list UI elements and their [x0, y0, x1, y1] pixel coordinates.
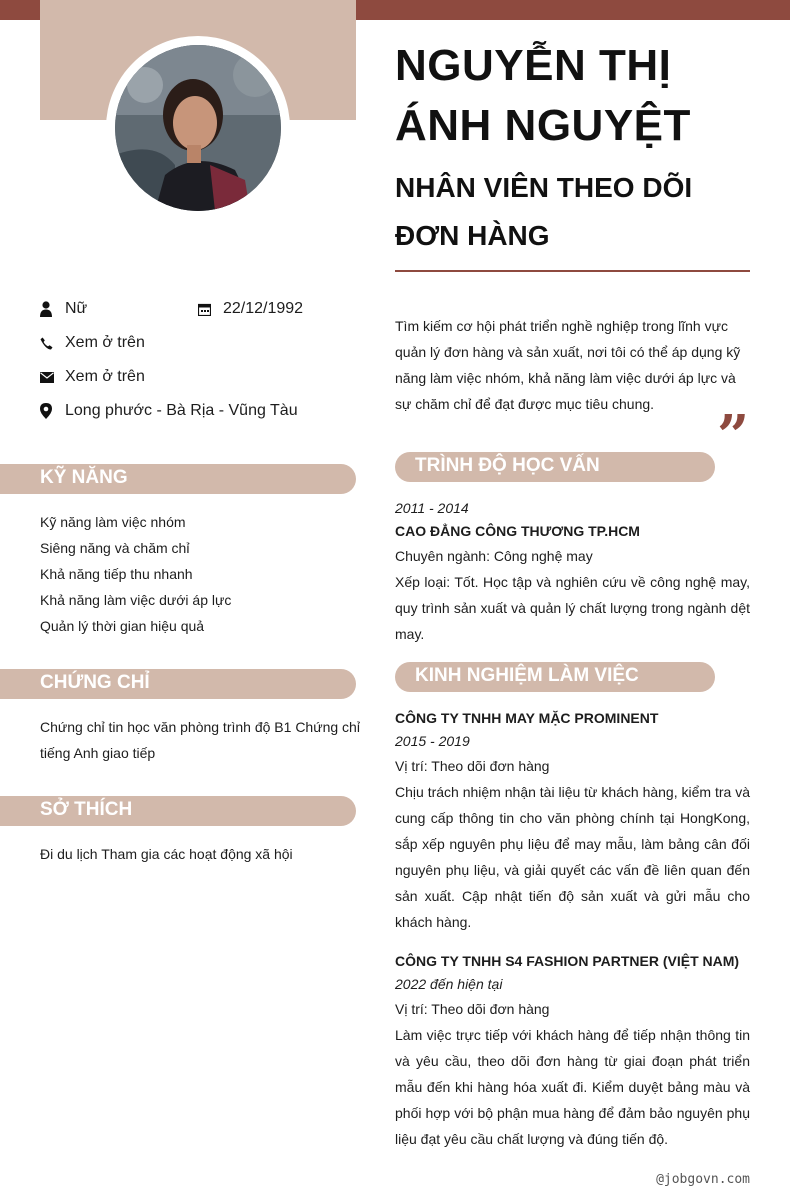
- job-period: 2015 - 2019: [395, 733, 470, 749]
- education-section-title: TRÌNH ĐỘ HỌC VẤN: [415, 455, 600, 476]
- phone-row: [40, 330, 145, 356]
- job-description: Làm việc trực tiếp với khách hàng để tiếp nhận thông tin và yêu cầu, theo dõi đơn hàng từ giai đoạn phát triển mẫu đến khi hàng hóa xuất đi. Kiểm duyệt bảng màu và phối hợp với bộ phận mua hàng để đảm bảo nguyên phụ liệu đạt yêu cầu chất lượng và đúng tiến độ.: [395, 1027, 750, 1147]
- education-period: 2011 - 2014: [395, 500, 469, 516]
- education-school: CAO ĐẲNG CÔNG THƯƠNG TP.HCM: [395, 523, 640, 539]
- career-objective: Tìm kiếm cơ hội phát triển nghề nghiệp trong lĩnh vực quản lý đơn hàng và sản xuất, nơi tôi có thể áp dụng kỹ năng làm việc nhóm, khả năng làm việc dưới áp lực và sự chăm chỉ để đạt được mục tiêu chung.: [395, 318, 741, 412]
- job-company: CÔNG TY TNHH MAY MẶC PROMINENT: [395, 710, 659, 726]
- header-divider: [395, 270, 750, 272]
- map-pin-icon: [40, 403, 65, 419]
- skills-section-title: KỸ NĂNG: [40, 467, 128, 488]
- list-item: Quản lý thời gian hiệu quả: [40, 618, 205, 634]
- job-company: CÔNG TY TNHH S4 FASHION PARTNER (VIỆT NAM): [395, 953, 740, 969]
- job-period: 2022 đến hiện tại: [395, 976, 503, 992]
- job-position: Vị trí: Theo dõi đơn hàng: [395, 1001, 550, 1017]
- birth-date-row: [198, 296, 303, 322]
- experience-section-title: KINH NGHIỆM LÀM VIỆC: [415, 665, 639, 686]
- job-position: Vị trí: Theo dõi đơn hàng: [395, 758, 550, 774]
- education-major: Chuyên ngành: Công nghệ may: [395, 548, 593, 564]
- skills-list: [40, 509, 356, 639]
- list-item: Kỹ năng làm việc nhóm: [40, 514, 186, 530]
- calendar-icon: [198, 303, 223, 316]
- list-item: Siêng năng và chăm chỉ: [40, 540, 190, 556]
- email-value: Xem ở trên: [65, 368, 145, 385]
- phone-icon: [40, 337, 65, 350]
- hobbies-section-title: SỞ THÍCH: [40, 799, 133, 820]
- phone-value: Xem ở trên: [65, 334, 145, 351]
- quote-icon: ”: [717, 403, 750, 469]
- gender-value: Nữ: [65, 300, 88, 317]
- birth-date-value: 22/12/1992: [223, 300, 304, 317]
- list-item: Khả năng tiếp thu nhanh: [40, 566, 193, 582]
- list-item: Khả năng làm việc dưới áp lực: [40, 592, 232, 608]
- certificates-text: Chứng chỉ tin học văn phòng trình độ B1 Chứng chỉ tiếng Anh giao tiếp: [40, 719, 360, 761]
- gender-row: [40, 296, 87, 322]
- certificates-section-title: CHỨNG CHỈ: [40, 672, 150, 693]
- user-icon: [40, 301, 65, 317]
- email-row: [40, 364, 145, 390]
- candidate-name: NGUYỄN THỊ ÁNH NGUYỆT: [395, 41, 691, 150]
- job-title: NHÂN VIÊN THEO DÕI ĐƠN HÀNG: [395, 172, 693, 251]
- education-detail: Xếp loại: Tốt. Học tập và nghiên cứu về công nghệ may, quy trình sản xuất và quản lý chất lượng trong ngành dệt may.: [395, 574, 750, 642]
- address-value: Long phước - Bà Rịa - Vũng Tàu: [65, 402, 298, 419]
- hobbies-text: Đi du lịch Tham gia các hoạt động xã hội: [40, 846, 293, 862]
- address-row: [40, 398, 298, 424]
- avatar: [115, 45, 281, 211]
- footer-watermark: @jobgovn.com: [656, 1172, 750, 1187]
- envelope-icon: [40, 372, 65, 383]
- job-description: Chịu trách nhiệm nhận tài liệu từ khách hàng, kiểm tra và cung cấp thông tin cho văn phòng chính tại HongKong, sắp xếp nguyên phụ liệu để may mẫu, làm bảng cân đối nguyên phụ liệu, và giải quyết các vấn đề liên quan đến sản xuất. Cập nhật tiến độ sản xuất và gửi mẫu cho khách hàng.: [395, 784, 750, 930]
